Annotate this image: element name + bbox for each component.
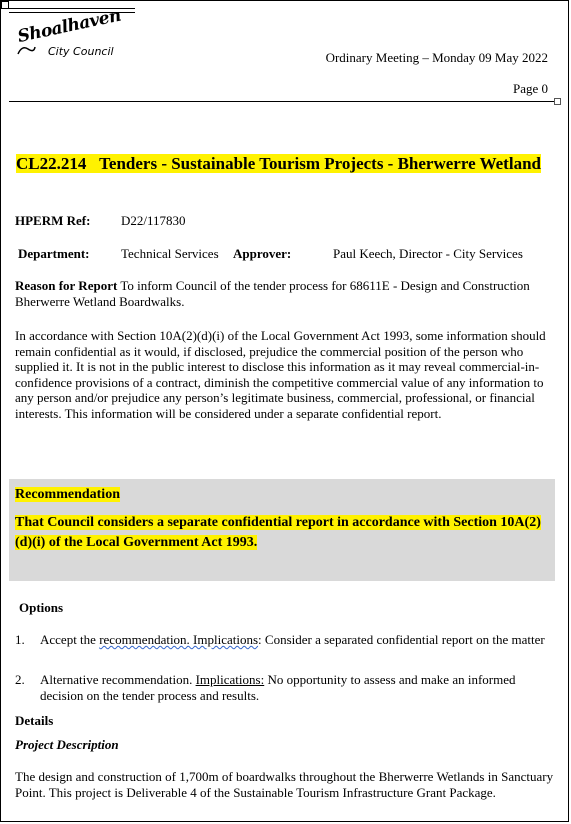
project-description-heading: Project Description xyxy=(15,737,119,752)
report-title xyxy=(16,153,556,175)
department-value: Technical Services xyxy=(121,246,219,261)
department-label: Department: xyxy=(18,246,90,261)
corner-mark xyxy=(1,1,9,9)
council-logo xyxy=(15,5,136,61)
header-rule xyxy=(9,101,556,102)
logo-subtitle: City Council xyxy=(48,45,114,58)
logo-script: Shoalhaven xyxy=(15,5,123,48)
report-code: CL22.214 xyxy=(16,154,87,173)
recommendation-label: Recommendation xyxy=(15,487,120,502)
approver-value: Paul Keech, Director - City Services xyxy=(333,246,523,261)
option-number: 2. xyxy=(15,672,25,687)
hperm-value: D22/117830 xyxy=(121,213,186,228)
logo-swoosh-icon xyxy=(16,43,36,57)
details-heading: Details xyxy=(15,713,54,728)
recommendation-text: That Council considers a separate confidential report in accordance with Section 10A(2)(d)(i) of the Local Government Act 1993. xyxy=(15,515,541,550)
option-item: Accept the recommendation. Implications: Consider a separated confidential report on the matter xyxy=(40,632,545,647)
rule-handle[interactable] xyxy=(554,98,561,105)
option-number: 1. xyxy=(15,632,25,647)
option-item: Alternative recommendation. Implications: No opportunity to assess and make an informed decision on the tender process and results. xyxy=(40,672,516,703)
approver-label: Approver: xyxy=(233,246,292,261)
project-description-text: The design and construction of 1,700m of boardwalks throughout the Bherwerre Wetlands in Sanctuary Point. This project is Deliverable 4 of the Sustainable Tourism Infrastructure Grant Package. xyxy=(15,769,554,800)
report-title-text: Tenders - Sustainable Tourism Projects - Bherwerre Wetland xyxy=(99,154,541,173)
spellcheck-flag[interactable]: recommendation. Implications xyxy=(99,632,259,647)
confidential-paragraph: In accordance with Section 10A(2)(d)(i) of the Local Government Act 1993, some information should remain confidential as it would, if disclosed, prejudice the commercial position of the person who supplied it. It is not in the public interest to disclose this information as it may reveal commercial-in-confidence provisions of a contract, diminish the competitive commercial value of any information to any person and/or prejudice any person’s legitimate business, commercial, professional, or financial interests. This information will be considered under a separate confidential report. xyxy=(15,328,546,421)
options-heading: Options xyxy=(19,600,64,615)
meeting-title: Ordinary Meeting – Monday 09 May 2022 xyxy=(325,50,548,65)
page-number: Page 0 xyxy=(512,81,548,96)
reason-label: Reason for Report xyxy=(15,278,118,293)
reason-for-report xyxy=(15,278,560,309)
hperm-label: HPERM Ref: xyxy=(15,213,91,228)
reason-text: To inform Council of the tender process for 68611E - Design and Construction Bherwerre Wetland Boardwalks. xyxy=(15,278,530,309)
